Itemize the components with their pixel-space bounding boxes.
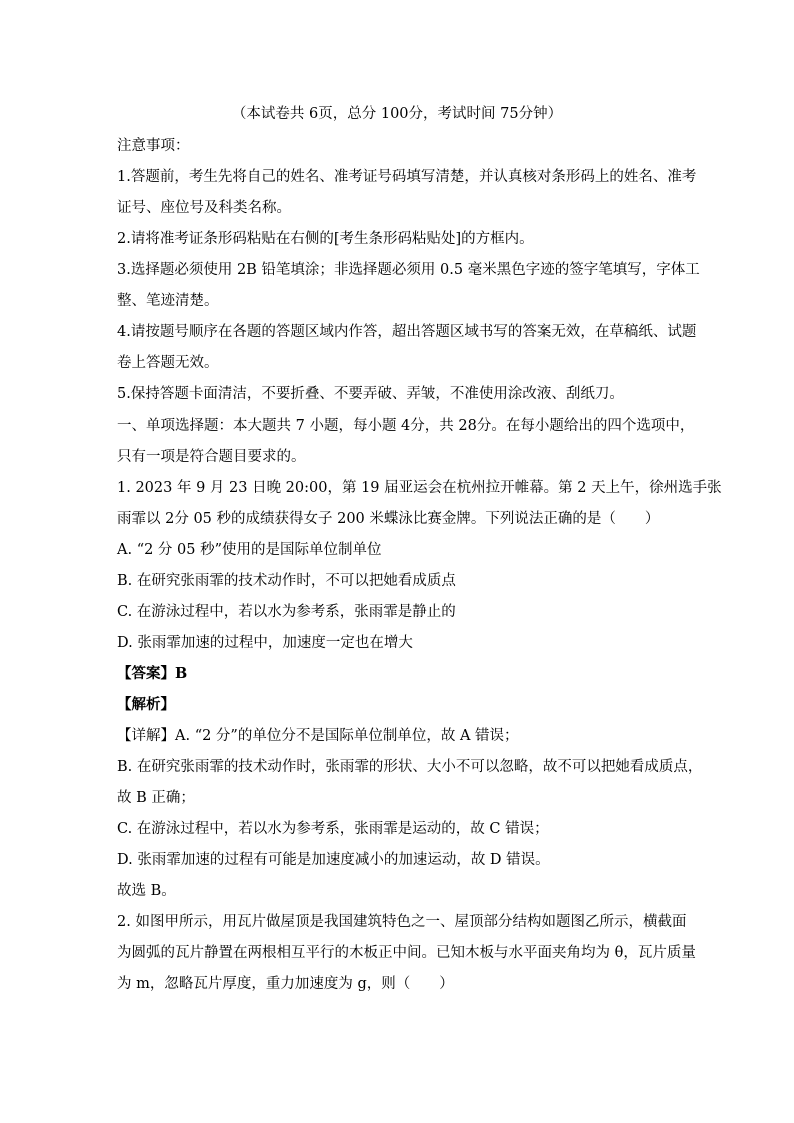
notice-title: 注意事项： <box>117 138 190 154</box>
question-stem: 1. 2023 年 9 月 23 日晚 20:00，第 19 届亚运会在杭州拉开帷幕。第 2 天上午，徐州选手张 <box>117 480 722 496</box>
question-stem: 雨霏以 2分 05 秒的成绩获得女子 200 米蝶泳比赛金牌。下列说法正确的是（ ） <box>117 511 660 527</box>
notice-line: 4.请按题号顺序在各题的答题区域内作答，超出答题区域书写的答案无效，在草稿纸、试题 <box>117 324 697 340</box>
detail-line: 故 B 正确； <box>117 790 195 806</box>
header-note: （本试卷共 6页，总分 100分，考试时间 75分钟） <box>231 106 563 122</box>
option-c: C. 在游泳过程中，若以水为参考系，张雨霏是静止的 <box>117 604 456 620</box>
option-a: A. “2 分 05 秒”使用的是国际单位制单位 <box>117 542 382 558</box>
analysis-label: 【解析】 <box>117 696 175 713</box>
notice-line: 证号、座位号及科类名称。 <box>117 200 291 216</box>
detail-line: 【详解】A. “2 分”的单位分不是国际单位制单位，故 A 错误； <box>117 728 519 744</box>
notice-line: 5.保持答题卡面清洁，不要折叠、不要弄破、弄皱，不准使用涂改液、刮纸刀。 <box>117 386 624 402</box>
notice-line: 卷上答题无效。 <box>117 355 219 371</box>
notice-line: 2.请将准考证条形码粘贴在右侧的[考生条形码粘贴处]的方框内。 <box>117 231 534 247</box>
question-stem: 为圆弧的瓦片静置在两根相互平行的木板正中间。已知木板与水平面夹角均为 θ，瓦片质量 <box>117 945 696 961</box>
detail-line: C. 在游泳过程中，若以水为参考系，张雨霏是运动的，故 C 错误； <box>117 821 549 837</box>
section-heading: 一、单项选择题：本大题共 7 小题，每小题 4分，共 28分。在每小题给出的四个选项中， <box>117 418 695 434</box>
notice-line: 3.选择题必须使用 2B 铅笔填涂；非选择题必须用 0.5 毫米黑色字迹的签字笔填写，字体工 <box>117 262 700 278</box>
question-stem: 为 m，忽略瓦片厚度，重力加速度为 g，则（ ） <box>117 976 454 992</box>
section-heading: 只有一项是符合题目要求的。 <box>117 449 306 465</box>
notice-line: 整、笔迹清楚。 <box>117 293 219 309</box>
detail-line: 故选 B。 <box>117 883 176 899</box>
option-d: D. 张雨霏加速的过程中，加速度一定也在增大 <box>117 635 413 651</box>
detail-line: B. 在研究张雨霏的技术动作时，张雨霏的形状、大小不可以忽略，故不可以把她看成质点， <box>117 759 703 775</box>
option-b: B. 在研究张雨霏的技术动作时，不可以把她看成质点 <box>117 573 456 589</box>
detail-line: D. 张雨霏加速的过程有可能是加速度减小的加速运动，故 D 错误。 <box>117 852 550 868</box>
notice-line: 1.答题前，考生先将自己的姓名、准考证号码填写清楚，并认真核对条形码上的姓名、准考 <box>117 169 697 185</box>
answer: 【答案】B <box>117 665 188 682</box>
question-stem: 2. 如图甲所示，用瓦片做屋顶是我国建筑特色之一、屋顶部分结构如题图乙所示，横截面 <box>117 914 687 930</box>
